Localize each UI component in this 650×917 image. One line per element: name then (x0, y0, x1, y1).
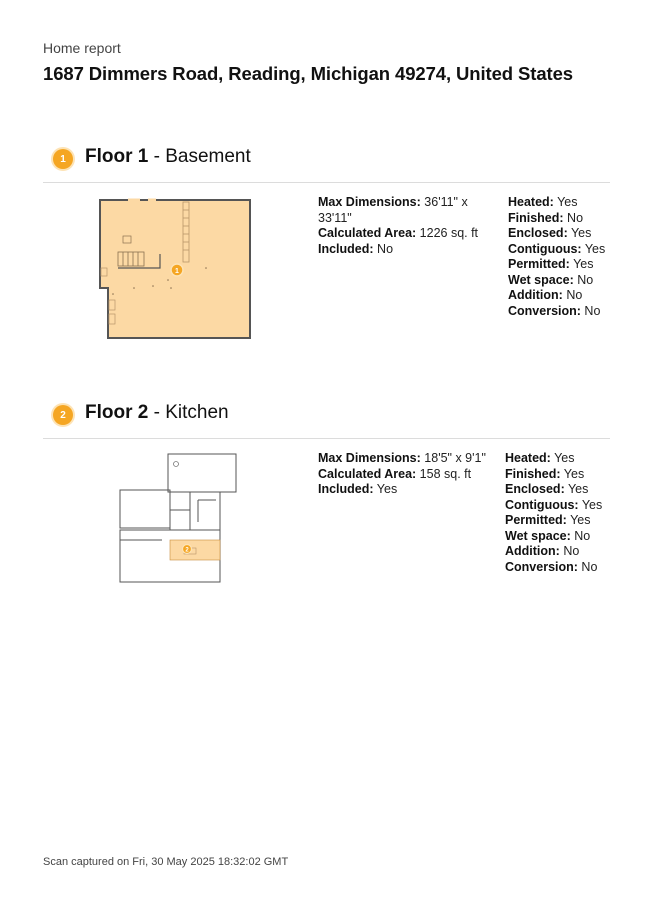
fixture-shape (174, 462, 179, 467)
attribute-label: Enclosed: (505, 482, 565, 496)
room-outline (170, 492, 220, 530)
floor-section-1 (43, 146, 610, 318)
attribute-label: Permitted: (505, 513, 567, 527)
floor-plan-2 (118, 452, 248, 592)
title-separator: - (148, 402, 166, 423)
attribute-value: Yes (564, 482, 589, 496)
attribute-label: Contiguous: (508, 241, 582, 256)
floor-header (43, 146, 610, 176)
detail-label: Included: (318, 482, 374, 496)
floor-header (43, 402, 610, 432)
attribute-label: Conversion: (505, 559, 578, 574)
attribute-value: No (559, 544, 580, 558)
attribute-label: Finished: (505, 466, 561, 481)
attribute-addition (508, 288, 610, 304)
detail-value: 18'5" x 9'1" (420, 451, 486, 465)
attribute-enclosed (505, 482, 610, 498)
floor-number: Floor 1 (85, 146, 149, 167)
detail-label: Included: (318, 241, 374, 256)
attribute-conversion (508, 304, 610, 320)
attribute-contiguous (508, 242, 610, 258)
attribute-label: Wet space: (508, 272, 574, 287)
attribute-label: Conversion: (508, 303, 581, 318)
report-label: Home report (43, 40, 121, 56)
attribute-value: No (580, 303, 601, 318)
detail-value: 158 sq. ft (416, 466, 472, 481)
attribute-value: Yes (566, 513, 591, 527)
included (318, 242, 493, 258)
attribute-value: Yes (553, 195, 578, 209)
attribute-wet-space (505, 529, 610, 545)
attribute-value: No (573, 272, 594, 287)
detail-value: 36'11" x 33'11" (318, 195, 468, 225)
attribute-contiguous (505, 498, 610, 514)
floor-details (318, 195, 493, 257)
detail-value: 1226 sq. ft (416, 226, 479, 240)
kitchen-room-shape (170, 540, 220, 560)
attribute-label: Wet space: (505, 528, 571, 543)
max-dimensions (318, 195, 493, 226)
room-marker-label: 1 (175, 268, 179, 275)
attribute-conversion (505, 560, 610, 576)
attribute-wet-space (508, 273, 610, 289)
title-separator: - (148, 146, 166, 167)
floor-badge-1: 1 (53, 149, 73, 169)
max-dimensions (318, 451, 493, 467)
section-divider (43, 182, 610, 183)
attribute-value: No (562, 288, 583, 302)
attribute-heated (505, 451, 610, 467)
floor-number: Floor 2 (85, 402, 149, 423)
attribute-value: Yes (550, 451, 575, 465)
floor-section-2 (43, 402, 610, 574)
attribute-value: Yes (581, 241, 606, 256)
calculated-area (318, 467, 493, 483)
floor-badge-2: 2 (53, 405, 73, 425)
attribute-value: Yes (578, 497, 603, 512)
attribute-heated (508, 195, 610, 211)
attribute-label: Enclosed: (508, 226, 568, 240)
detail-value: Yes (373, 482, 398, 496)
floor-title (85, 146, 251, 168)
attribute-addition (505, 544, 610, 560)
detail-label: Max Dimensions: (318, 451, 421, 465)
attribute-enclosed (508, 226, 610, 242)
detail-label: Calculated Area: (318, 466, 417, 481)
attribute-label: Addition: (505, 544, 560, 558)
attribute-value: Yes (569, 257, 594, 271)
room-outline (120, 490, 170, 528)
section-divider (43, 438, 610, 439)
attribute-value: No (570, 528, 591, 543)
attribute-value: No (577, 559, 598, 574)
attribute-value: Yes (560, 466, 585, 481)
included (318, 482, 493, 498)
attribute-label: Finished: (508, 210, 564, 225)
detail-value: No (373, 241, 394, 256)
room-name: Kitchen (165, 402, 229, 423)
room-outline (168, 454, 236, 492)
attribute-value: Yes (567, 226, 592, 240)
attribute-label: Permitted: (508, 257, 570, 271)
calculated-area (318, 226, 493, 242)
detail-label: Max Dimensions: (318, 195, 421, 209)
floor-attributes (508, 195, 610, 319)
floor-details (318, 451, 493, 498)
attribute-label: Heated: (508, 195, 554, 209)
attribute-label: Heated: (505, 451, 551, 465)
room-name: Basement (165, 146, 251, 167)
attribute-finished (508, 211, 610, 227)
detail-label: Calculated Area: (318, 226, 417, 240)
floor-title (85, 402, 229, 424)
room-marker-label: 2 (185, 547, 189, 554)
attribute-value: No (563, 210, 584, 225)
scan-timestamp: Scan captured on Fri, 30 May 2025 18:32:02 GMT (43, 856, 289, 868)
attribute-label: Addition: (508, 288, 563, 302)
attribute-permitted (508, 257, 610, 273)
attribute-permitted (505, 513, 610, 529)
property-address: 1687 Dimmers Road, Reading, Michigan 49274, United States (43, 63, 573, 84)
attribute-label: Contiguous: (505, 497, 579, 512)
floor-plan-1 (98, 196, 258, 346)
attribute-finished (505, 467, 610, 483)
floor-attributes (505, 451, 610, 575)
